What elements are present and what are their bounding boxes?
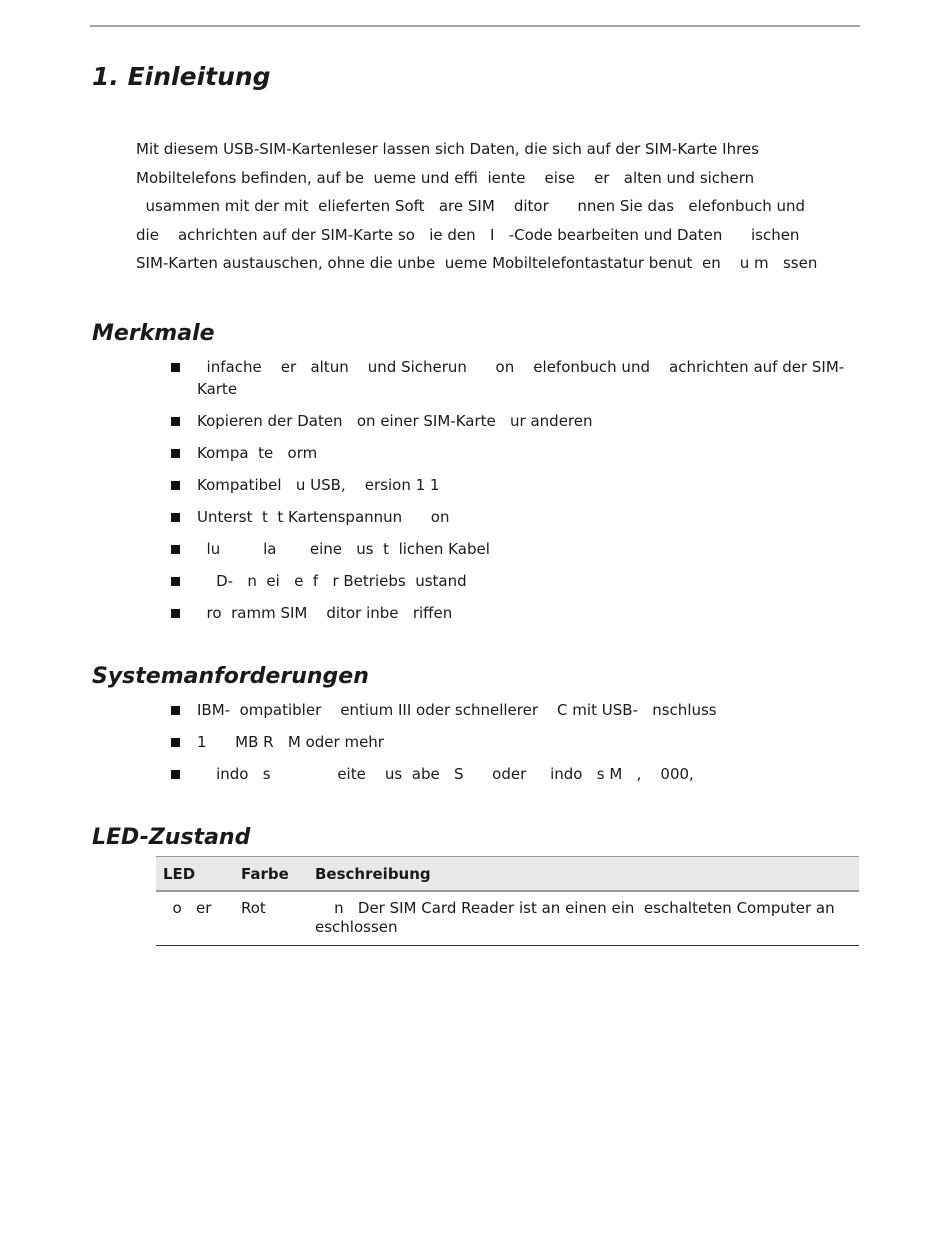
intro-paragraph	[136, 137, 856, 280]
feature-text: ro ramm SIM ditor inbe riffen	[197, 604, 453, 622]
list-item	[168, 410, 858, 432]
square-bullet-icon	[171, 577, 180, 586]
square-bullet-icon	[171, 706, 180, 715]
square-bullet-icon	[171, 770, 180, 779]
feature-text: Kompatibel u USB, ersion 1 1	[197, 476, 440, 494]
square-bullet-icon	[171, 449, 180, 458]
feature-text: Kopieren der Daten on einer SIM-Karte ur anderen	[197, 412, 593, 430]
list-item	[168, 699, 858, 721]
column-header-led: LED	[156, 857, 234, 892]
chapter-heading: 1. Einleitung	[92, 62, 271, 91]
square-bullet-icon	[171, 481, 180, 490]
list-item	[168, 763, 858, 785]
table-row	[156, 891, 859, 946]
list-item	[168, 602, 858, 624]
color-cell: Rot	[234, 891, 308, 946]
intro-line: die achrichten auf der SIM-Karte so ie den I -Code bearbeiten und Daten ischen	[136, 225, 800, 244]
led-table	[156, 856, 859, 946]
list-item	[168, 442, 858, 464]
requirement-text: indo s eite us abe S oder indo s M , 000,	[197, 765, 694, 783]
requirement-text: 1 MB R M oder mehr	[197, 733, 384, 751]
list-item	[168, 506, 858, 528]
features-list	[168, 356, 858, 624]
intro-line: Mobiltelefons befinden, auf be ueme und effi iente eise er alten und sichern	[136, 168, 755, 187]
intro-line: usammen mit der mit elieferten Soft are SIM ditor nnen Sie das elefonbuch und	[136, 197, 806, 215]
description-cell: n Der SIM Card Reader ist an einen ein eschalteten Computer an eschlossen	[308, 891, 859, 946]
table-header-row	[156, 857, 859, 892]
top-rule	[90, 25, 860, 27]
list-item	[168, 538, 858, 560]
feature-text: Kompa te orm	[197, 444, 318, 462]
feature-text: lu la eine us t lichen Kabel	[197, 540, 490, 558]
square-bullet-icon	[171, 513, 180, 522]
intro-line: SIM-Karten austauschen, ohne die unbe ueme Mobiltelefontastatur benut en u m ssen	[136, 254, 818, 272]
square-bullet-icon	[171, 738, 180, 747]
square-bullet-icon	[171, 609, 180, 618]
list-item	[168, 570, 858, 592]
led-heading: LED-Zustand	[92, 825, 251, 850]
list-item	[168, 731, 858, 753]
square-bullet-icon	[171, 545, 180, 554]
requirement-text: IBM- ompatibler entium III oder schnellerer C mit USB- nschluss	[197, 701, 717, 719]
feature-text: D- n ei e f r Betriebs ustand	[197, 572, 467, 590]
square-bullet-icon	[171, 417, 180, 426]
square-bullet-icon	[171, 363, 180, 372]
column-header-beschreibung: Beschreibung	[308, 857, 859, 892]
list-item	[168, 356, 858, 400]
led-cell: o er	[156, 891, 234, 946]
requirements-list	[168, 699, 858, 785]
features-heading: Merkmale	[92, 321, 215, 346]
list-item	[168, 474, 858, 496]
column-header-farbe: Farbe	[234, 857, 308, 892]
requirements-heading: Systemanforderungen	[92, 664, 369, 689]
feature-text: Unterst t t Kartenspannun on	[197, 508, 450, 526]
intro-line: Mit diesem USB-SIM-Kartenleser lassen sich Daten, die sich auf der SIM-Karte Ihres	[136, 140, 759, 158]
feature-text: infache er altun und Sicherun on elefonbuch und achrichten auf der SIM-Karte	[197, 358, 845, 398]
